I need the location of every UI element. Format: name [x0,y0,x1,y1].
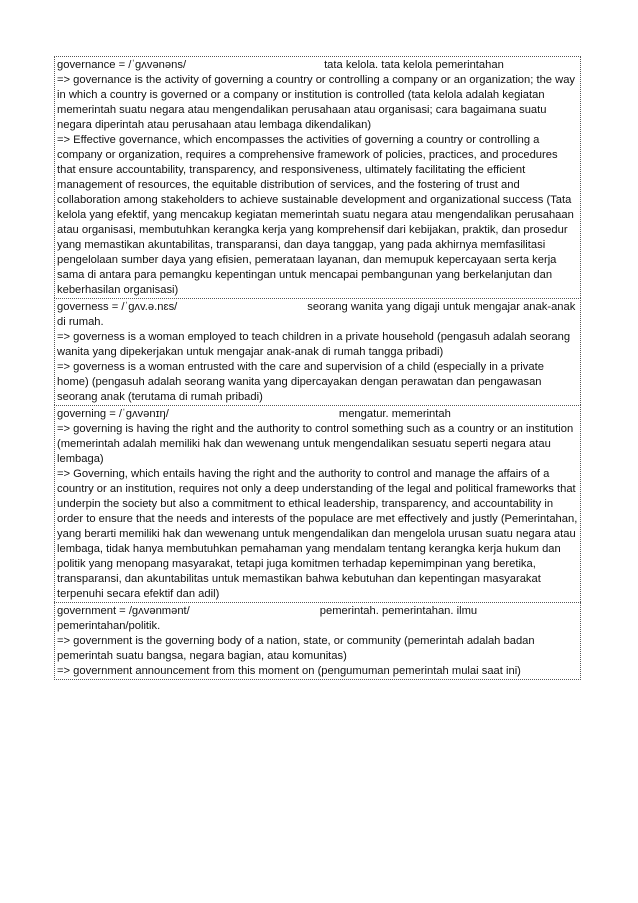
entry-header [57,407,578,422]
definition: tata kelola. tata kelola pemerintahan [324,59,504,71]
example-paragraph: => government announcement from this moment on (pengumuman pemerintah mulai saat ini) [57,665,521,677]
example-paragraph: => governess is a woman employed to teach children in a private household (pengasuh adalah seorang wanita yang dipekerjakan untuk mengajar anak-anak di rumah tangga pribadi) [57,331,571,358]
example-paragraph: => governess is a woman entrusted with the care and supervision of a child (especially in a private home) (pengasuh adalah seorang wanita yang dipercayakan dengan perawatan dan pengawasan seorang anak (terutama di rumah pribadi) [57,361,544,403]
example-paragraph: => Governing, which entails having the right and the authority to control and manage the affairs of a country or an institution, requires not only a deep understanding of the legal and political frameworks that underpin the society but also a commitment to ethical leadership, transparency, and accountability in order to ensure that the needs and interests of the populace are met effectively and justly (Pemerintahan, yang berarti memiliki hak dan wewenang untuk mengendalikan dan mengelola urusan suatu negara atau lembaga, tidak hanya membutuhkan pemahaman yang mendalam tentang kerangka kerja hukum dan politik yang menopang masyarakat, tetapi juga komitmen terhadap kepemimpinan yang beretika, transparansi, dan akuntabilitas untuk memastikan bahwa kebutuhan dan kepentingan masyarakat terpenuhi secara efektif dan adil) [57,468,578,600]
example-paragraph: => government is the governing body of a nation, state, or community (pemerintah adalah badan pemerintah suatu bangsa, negara bagian, atau komunitas) [57,635,535,662]
example-paragraph: => Effective governance, which encompasses the activities of governing a country or controlling a company or organization, requires a comprehensive framework of policies, practices, and procedures that ensure accountability, transparency, and responsiveness, ultimately facilitating the efficient management of resources, the equitable distribution of services, and the fostering of trust and collaboration among stakeholders to achieve sustainable development and organizational success (Tata kelola yang efektif, yang mencakup kegiatan memerintah suatu negara atau mengendalikan perusahaan atau organisasi, membutuhkan kerangka kerja yang komprehensif dari kebijakan, praktik, dan prosedur yang memastikan akuntabilitas, transparansi, dan daya tanggap, yang pada akhirnya memfasilitasi pengelolaan sumber daya yang efisien, pemerataan layanan, dan memupuk kepercayaan serta kerja sama di antara para pemangku kepentingan untuk mencapai pembangunan yang berkelanjutan dan keberhasilan organisasi) [57,134,574,296]
headword: governance = /ˈɡʌvənəns/ [57,59,187,71]
definition: pemerintah. pemerintahan. ilmu pemerintahan/politik. [57,605,478,632]
entry-government [54,602,581,680]
definition: mengatur. memerintah [338,408,451,420]
entry-governance [54,56,581,298]
entry-header [57,604,578,634]
example-paragraph: => governing is having the right and the authority to control something such as a country or an institution (memerintah adalah memiliki hak dan wewenang untuk mengendalikan sesuatu seperti negara atau lembaga) [57,423,574,465]
example-paragraph: => governance is the activity of governing a country or controlling a company or an organization; the way in which a country is governed or a company or institution is controlled (tata kelola adalah kegiatan memerintah suatu negara atau mengendalikan perusahaan atau organisasi; cara bagaimana suatu negara diperintah atau perusahaan atau lembaga dikendalikan) [57,74,576,131]
entry-header [57,300,578,330]
entry-governess [54,298,581,405]
entry-header [57,58,578,73]
definition: seorang wanita yang digaji untuk mengajar anak-anak di rumah. [57,301,576,328]
entry-governing [54,405,581,602]
headword: government = /ɡʌvənmənt/ [57,605,190,617]
headword: governing = /ˈɡʌvənɪŋ/ [57,408,169,420]
headword: governess = /ˈɡʌv.ə.nɛs/ [57,301,178,313]
vocabulary-table [54,56,581,680]
